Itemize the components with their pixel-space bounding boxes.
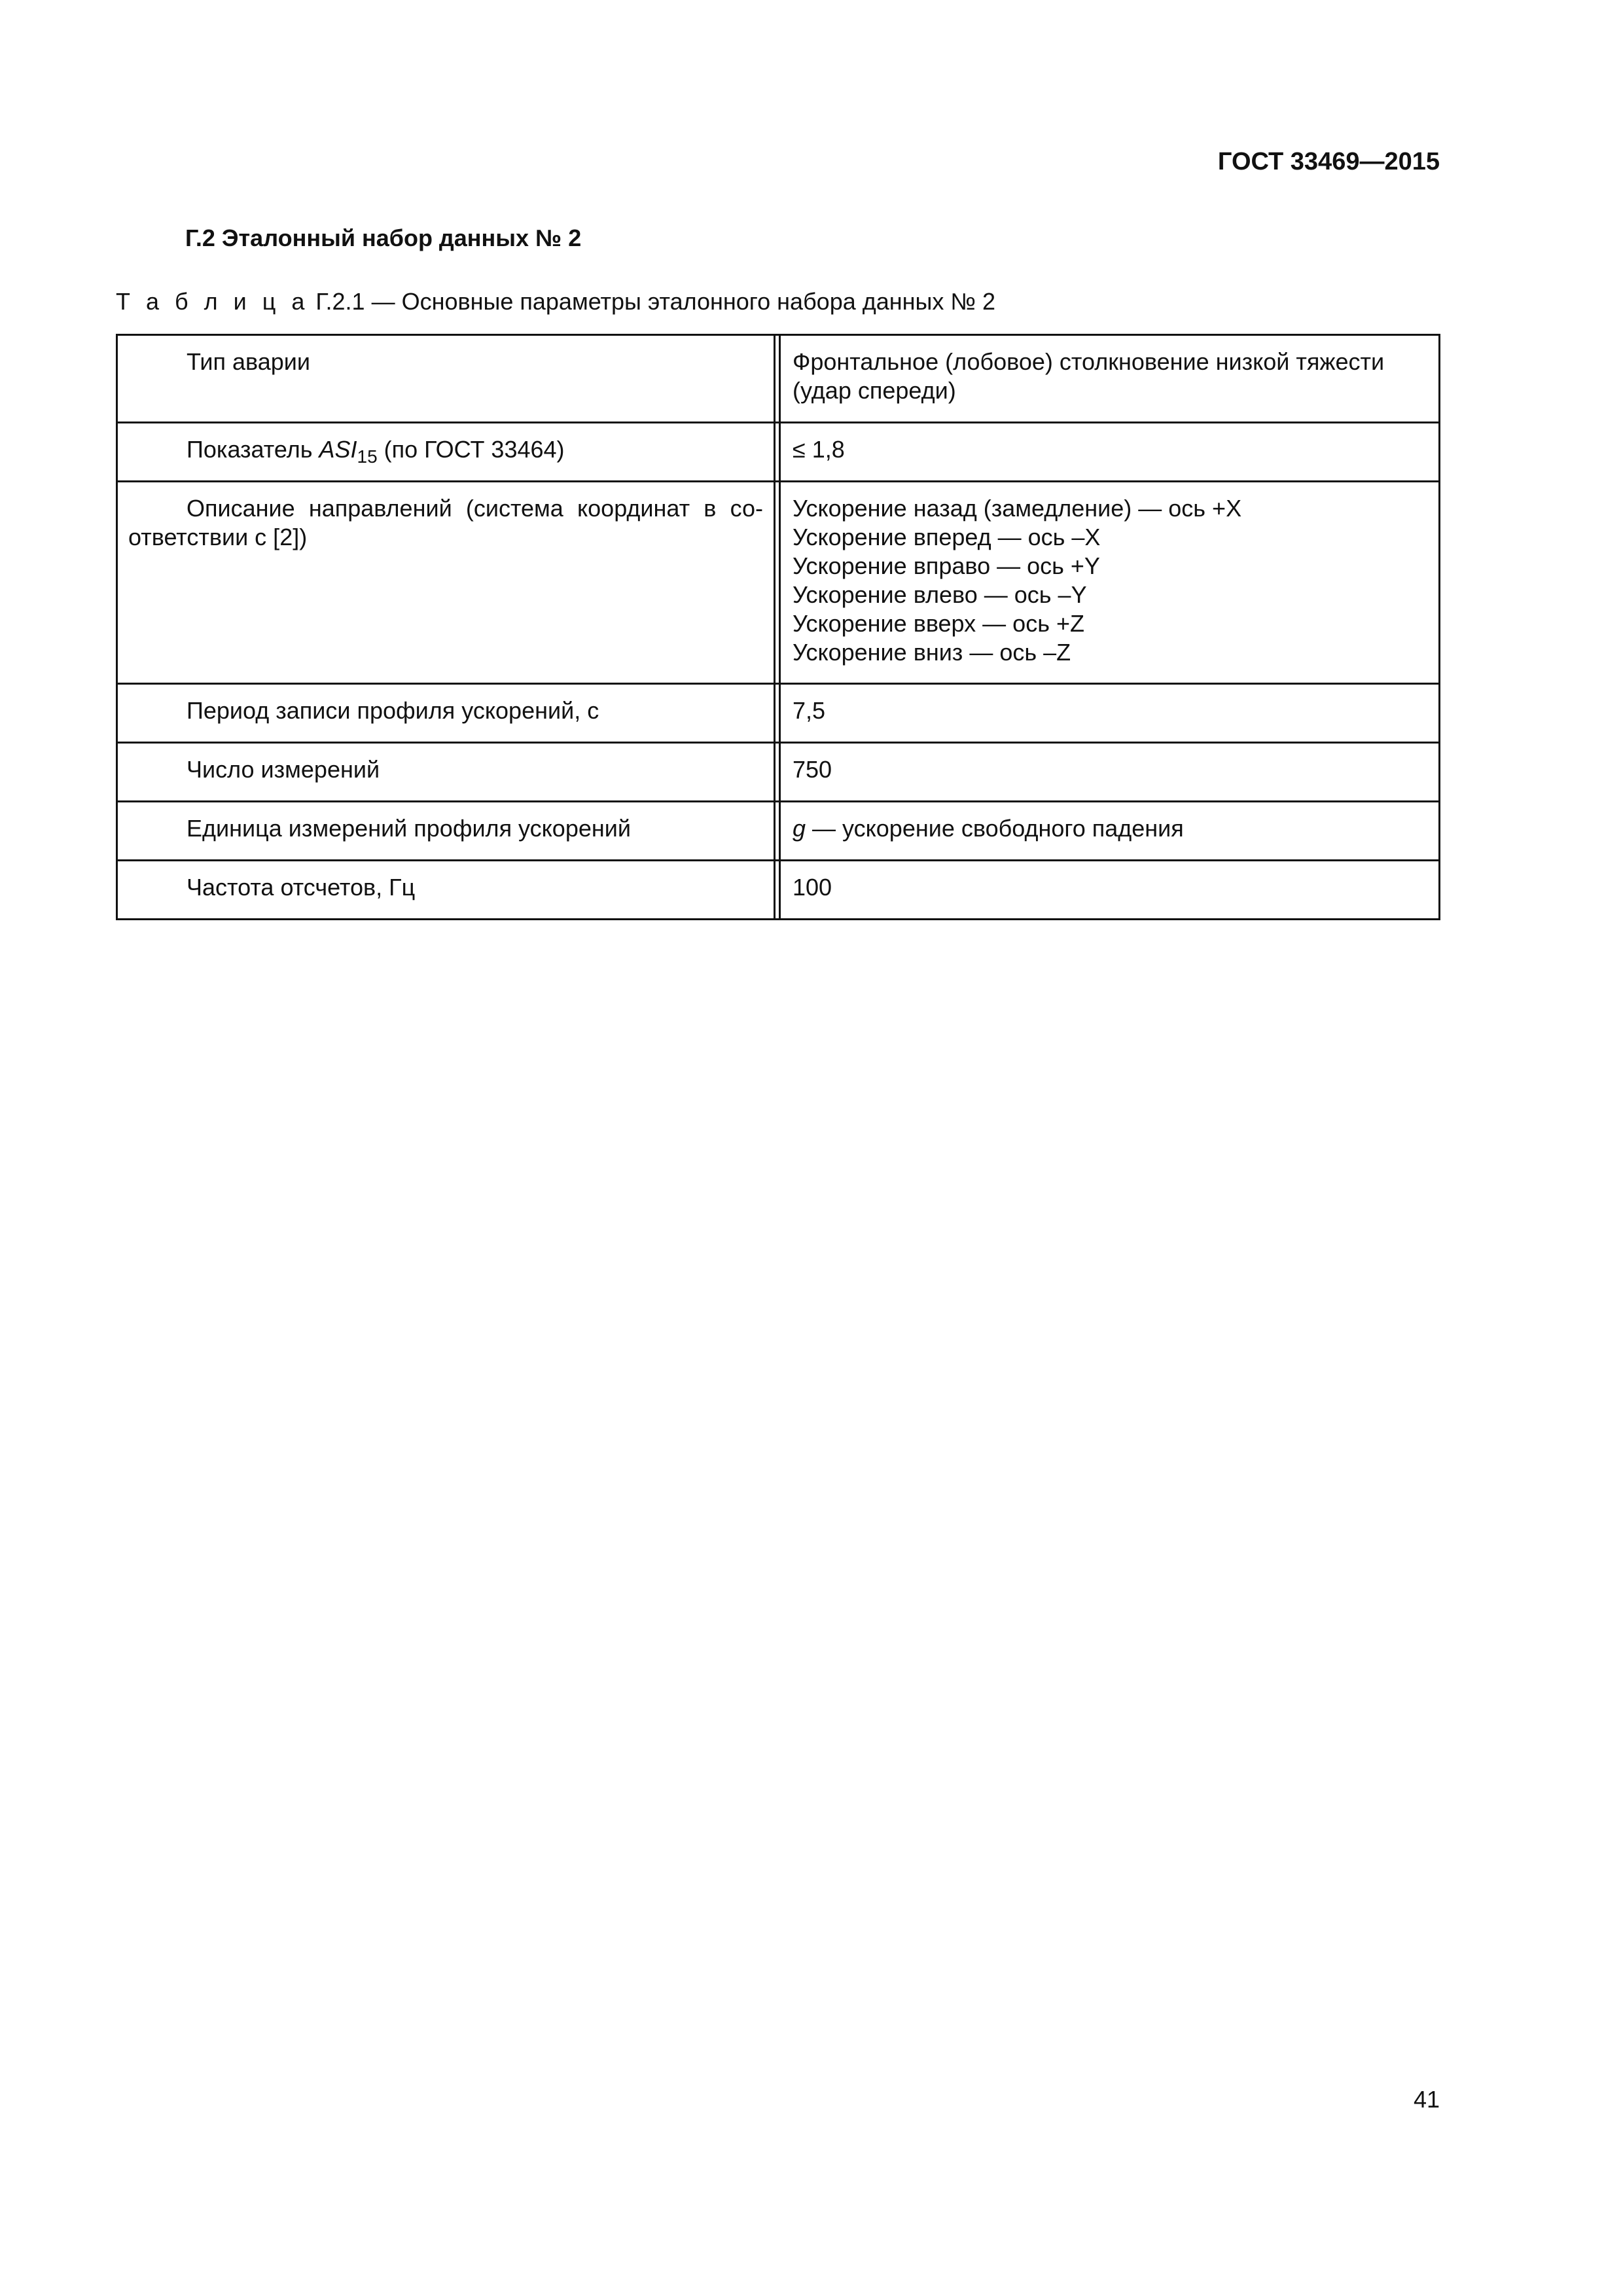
page-number: 41: [1413, 2086, 1440, 2113]
param-cell: [118, 423, 776, 480]
param-cell: Частота отсчетов, Гц: [118, 861, 776, 918]
table-caption: [116, 288, 995, 315]
value-cell: 7,5: [779, 685, 1438, 742]
table-row: [116, 482, 1440, 685]
value-line: Ускорение назад (замедление) — ось +X: [793, 495, 1242, 522]
standard-code: ГОСТ 33469—2015: [1217, 148, 1440, 175]
value-line: Ускорение вниз — ось –Z: [793, 639, 1071, 666]
value-line: Ускорение влево — ось –Y: [793, 581, 1087, 608]
value-italic: g: [793, 815, 806, 842]
value-line: (удар спереди): [793, 377, 956, 404]
value-line: Ускорение вправо — ось +Y: [793, 552, 1100, 579]
table-row: [116, 685, 1440, 744]
value-cell: [779, 336, 1438, 422]
parameters-table: [116, 334, 1440, 920]
param-italic: ASI: [319, 436, 357, 463]
table-row: [116, 423, 1440, 482]
param-prefix: Показатель: [187, 436, 319, 463]
value-line: Ускорение вперед — ось –X: [793, 524, 1101, 550]
param-cell: Период записи профиля ускорений, с: [118, 685, 776, 742]
value-cell: [779, 802, 1438, 859]
param-suffix: (по ГОСТ 33464): [377, 436, 565, 463]
table-row: [116, 334, 1440, 423]
param-cell: Число измерений: [118, 744, 776, 800]
param-cell: Единица измерений профиля ускорений: [118, 802, 776, 859]
section-title: Г.2 Эталонный набор данных № 2: [185, 224, 582, 251]
param-cell: Описание направлений (система координат в со-ответствии с [2]): [118, 482, 776, 683]
value-rest: — ускорение свободного падения: [806, 815, 1184, 842]
param-cell: Тип аварии: [118, 336, 776, 422]
table-row: [116, 861, 1440, 920]
value-line: Фронтальное (лобовое) столкновение низкой тяжести: [793, 348, 1385, 375]
table-row: [116, 802, 1440, 861]
value-cell: 750: [779, 744, 1438, 800]
value-cell: ≤ 1,8: [779, 423, 1438, 480]
value-cell: 100: [779, 861, 1438, 918]
table-caption-label: Т а б л и ц а: [116, 288, 310, 315]
value-cell: [779, 482, 1438, 683]
table-row: [116, 744, 1440, 802]
value-line: Ускорение вверх — ось +Z: [793, 610, 1084, 637]
table-caption-text: Г.2.1 — Основные параметры эталонного набора данных № 2: [315, 288, 996, 315]
param-subscript: 15: [357, 446, 378, 467]
